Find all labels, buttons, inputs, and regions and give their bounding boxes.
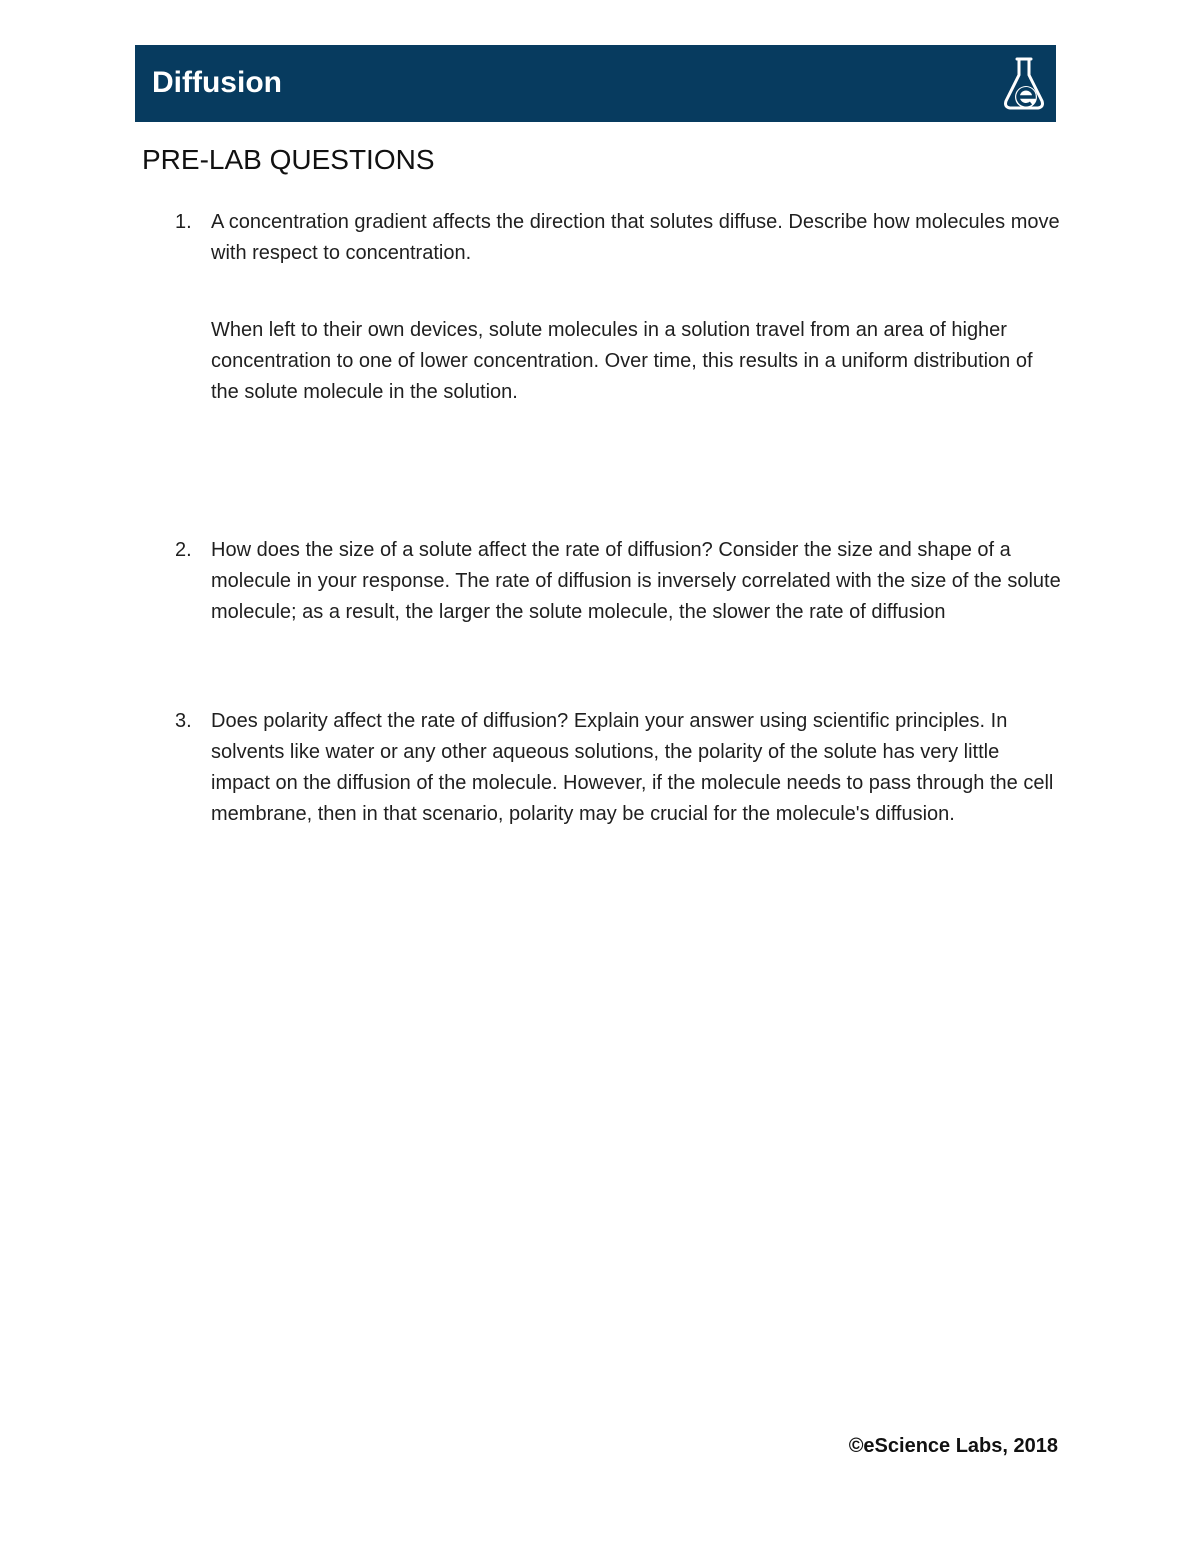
question-body xyxy=(211,207,1061,408)
flask-e-icon xyxy=(1000,55,1048,113)
header-banner xyxy=(135,45,1056,122)
question-text: A concentration gradient affects the direction that solutes diffuse. Describe how molecules move with respect to concentration. xyxy=(211,211,1060,264)
question-number: 3. xyxy=(175,710,192,732)
question-number: 1. xyxy=(175,211,192,233)
question-body xyxy=(211,535,1061,628)
question-text: How does the size of a solute affect the rate of diffusion? Consider the size and shape of a molecule in your response. The rate of diffusion is inversely correlated with the size of the solute molecule; as a result, the larger the solute molecule, the slower the rate of diffusion xyxy=(211,539,1061,623)
copyright-footer: ©eScience Labs, 2018 xyxy=(848,1435,1058,1457)
document-title: Diffusion xyxy=(152,66,282,99)
question-body xyxy=(211,706,1061,830)
question-text: Does polarity affect the rate of diffusion? Explain your answer using scientific principles. In solvents like water or any other aqueous solutions, the polarity of the solute has very little impact on the diffusion of the molecule. However, if the molecule needs to pass through the cell membrane, then in that scenario, polarity may be crucial for the molecule's diffusion. xyxy=(211,710,1054,825)
answer-text: When left to their own devices, solute molecules in a solution travel from an area of higher concentration to one of lower concentration. Over time, this results in a uniform distribution of the solute molecule in the solution. xyxy=(211,319,1033,403)
section-heading: PRE-LAB QUESTIONS xyxy=(142,144,435,175)
question-number: 2. xyxy=(175,539,192,561)
